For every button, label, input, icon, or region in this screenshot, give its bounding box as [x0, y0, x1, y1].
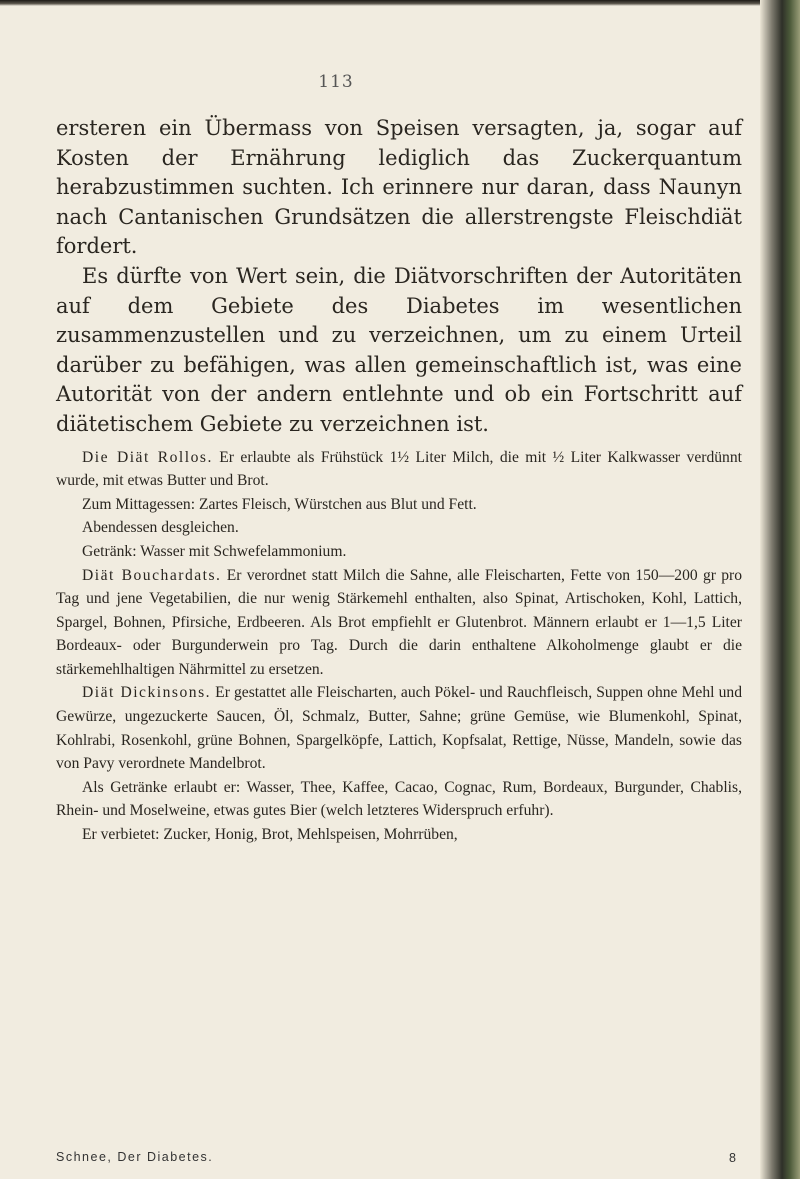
bouchardat-heading: Diät Bouchardats.	[82, 566, 222, 584]
rollo-lunch: Zum Mittagessen: Zartes Fleisch, Würstchen aus Blut und Fett.	[82, 495, 477, 513]
rollo-dinner: Abendessen desgleichen.	[82, 519, 239, 537]
running-title: Schnee, Der Diabetes.	[56, 1150, 214, 1164]
dickinson-heading: Diät Dickinsons.	[82, 684, 212, 702]
dickinson-text: Er gestattet alle Fleischarten, auch Pökel- und Rauchfleisch, Suppen ohne Mehl und Gewürze, ungezuckerte Saucen, Öl, Schmalz, Butter, Sahne; grüne Gemüse, wie Blumenkohl, Spinat, Kohlrabi, Rosenkohl, grüne Bohnen, Spargelköpfe, Lattich, Kopfsalat, Rettige, Nüsse, Mandeln, sowie das von Pavy verordnete Mandelbrot.	[56, 684, 742, 773]
page-footer	[56, 1150, 736, 1164]
book-spine-edge	[760, 0, 800, 1179]
dickinson-drinks: Als Getränke erlaubt er: Wasser, Thee, Kaffee, Cacao, Cognac, Rum, Bordeaux, Burgunder, Chablis, Rhein- und Moselweine, etwas gutes Bier (welch letzteres Widerspruch erfuhr).	[56, 778, 742, 820]
main-text	[56, 114, 742, 440]
rollo-drink: Getränk: Wasser mit Schwefelammonium.	[82, 542, 347, 560]
rollo-paragraph	[56, 446, 742, 493]
diet-list	[56, 446, 742, 847]
bouchardat-paragraph	[56, 564, 742, 682]
signature-mark: 8	[729, 1151, 736, 1165]
page-number: 113	[318, 72, 354, 92]
rollo-text: Er erlaubte als Frühstück 1½ Liter Milch, die mit ½ Liter Kalkwasser verdünnt wurde, mit etwas Butter und Brot.	[56, 448, 742, 490]
paragraph-purpose: Es dürfte von Wert sein, die Diätvorschriften der Autoritäten auf dem Gebiete des Diabetes im wesentlichen zusammenzustellen und zu verzeichnen, um zu einem Urteil darüber zu befähigen, was allen gemeinschaftlich ist, was eine Autorität von der andern entlehnte und ob ein Fortschritt auf diätetischem Gebiete zu verzeichnen ist.	[56, 263, 742, 436]
dickinson-paragraph	[56, 681, 742, 775]
rollo-heading: Die Diät Rollos.	[82, 448, 213, 466]
bouchardat-text: Er verordnet statt Milch die Sahne, alle Fleischarten, Fette von 150—200 gr pro Tag und jene Vegetabilien, die nur wenig Stärkemehl enthalten, also Spinat, Artischoken, Kohl, Lattich, Spargel, Bohnen, Pfirsiche, Erdbeeren. Als Brot empfiehlt er Glutenbrot. Männern erlaubt er 1—1,5 Liter Bordeaux- oder Burgunderwein pro Tag. Durch die darin enthaltene Alkoholmenge glaubt er die stärkemehlhaltigen Nährmittel zu ersetzen.	[56, 566, 742, 678]
page-body	[56, 114, 742, 847]
page-top-edge	[0, 0, 800, 6]
dickinson-forbidden: Er verbietet: Zucker, Honig, Brot, Mehlspeisen, Mohrrüben,	[82, 826, 458, 844]
paragraph-intro: ersteren ein Übermass von Speisen versagten, ja, sogar auf Kosten der Ernährung lediglich das Zuckerquantum herabzustimmen suchten. Ich erinnere nur daran, dass Naunyn nach Cantanischen Grundsätzen die allerstrengste Fleischdiät fordert.	[56, 116, 742, 259]
